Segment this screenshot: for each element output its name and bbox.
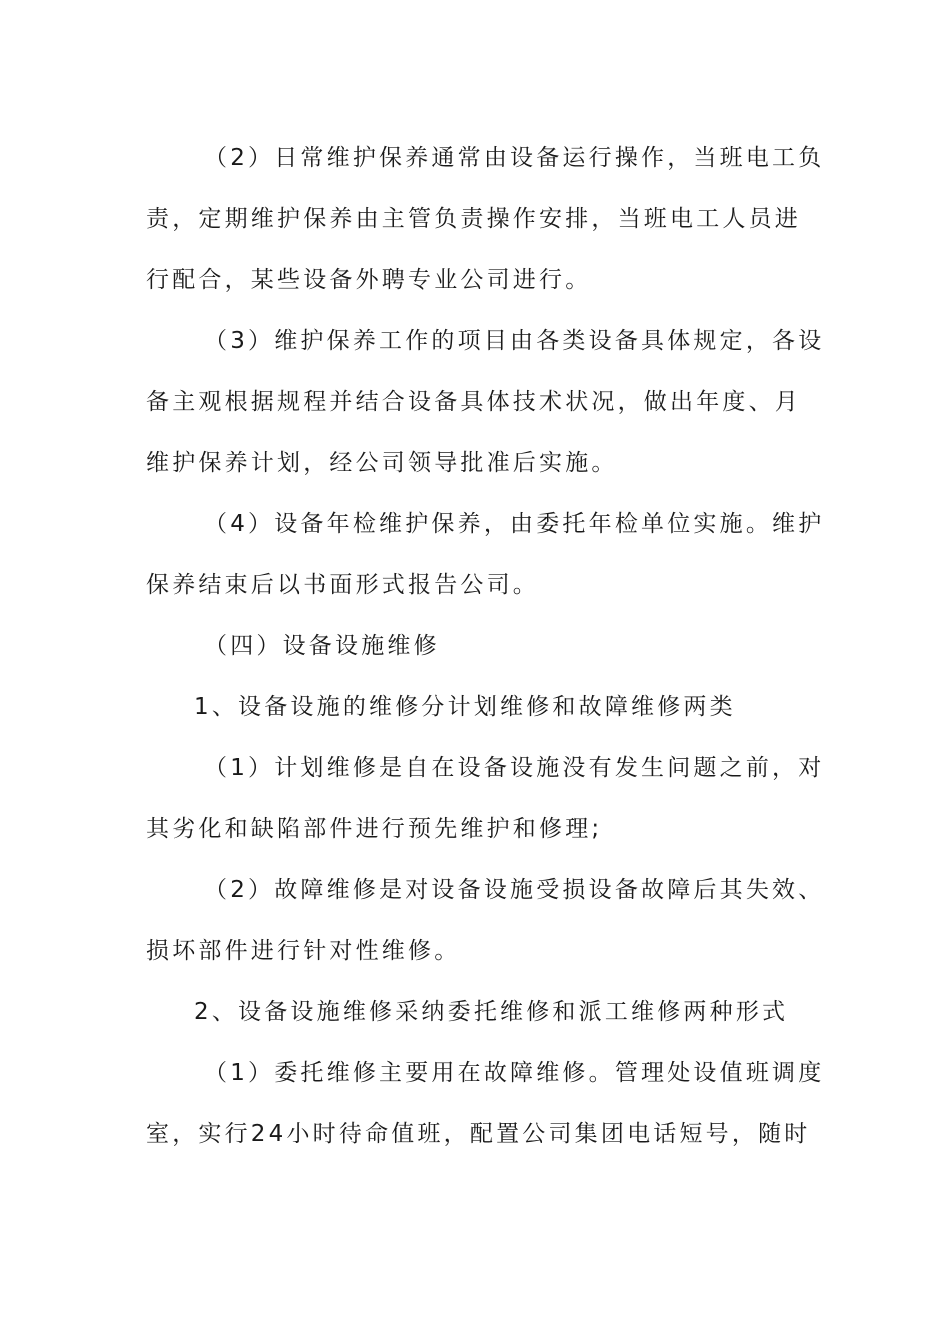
paragraph-daily-maintenance	[146, 128, 825, 311]
text-line: （3）维护保养工作的项目由各类设备具体规定，各设	[204, 328, 825, 354]
section-heading-repair	[146, 616, 798, 677]
text-line: 保养结束后以书面形式报告公司。	[146, 572, 539, 598]
text-line: 行配合，某些设备外聘专业公司进行。	[146, 267, 592, 293]
text-line: 其劣化和缺陷部件进行预先维护和修理;	[146, 816, 603, 842]
text-line: 备主观根据规程并结合设备具体技术状况，做出年度、月	[146, 389, 801, 415]
text-line: （2）日常维护保养通常由设备运行操作，当班电工负	[204, 145, 825, 171]
document-body	[146, 128, 825, 1165]
section-heading: （四）设备设施维修	[204, 633, 440, 659]
paragraph-repair-forms	[146, 982, 798, 1043]
numbered-heading: 1、设备设施的维修分计划维修和故障维修两类	[194, 694, 736, 720]
paragraph-entrusted-repair	[146, 1043, 825, 1165]
paragraph-annual-inspection	[146, 494, 825, 616]
paragraph-fault-repair	[146, 860, 825, 982]
text-line: （1）委托维修主要用在故障维修。管理处设值班调度	[204, 1060, 825, 1086]
numbered-heading: 2、设备设施维修采纳委托维修和派工维修两种形式	[194, 999, 789, 1025]
paragraph-planned-repair	[146, 738, 825, 860]
text-line: 责，定期维护保养由主管负责操作安排，当班电工人员进	[146, 206, 801, 232]
text-line: 维护保养计划，经公司领导批准后实施。	[146, 450, 618, 476]
paragraph-maintenance-items	[146, 311, 825, 494]
text-line: （1）计划维修是自在设备设施没有发生问题之前，对	[204, 755, 825, 781]
text-line: （4）设备年检维护保养，由委托年检单位实施。维护	[204, 511, 825, 537]
text-line: （2）故障维修是对设备设施受损设备故障后其失效、	[204, 877, 825, 903]
text-line: 室，实行24小时待命值班，配置公司集团电话短号，随时	[146, 1121, 811, 1147]
text-line: 损坏部件进行针对性维修。	[146, 938, 461, 964]
paragraph-repair-types	[146, 677, 798, 738]
